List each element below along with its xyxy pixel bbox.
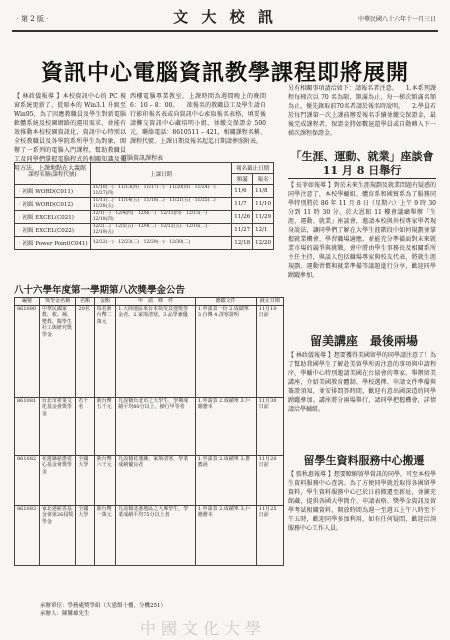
course-table-title: 電腦資訊課程表 (120, 155, 163, 162)
table-header: 截止日期 (256, 298, 283, 306)
article-column-6: 【 張秋惠報導 】想要瞭解留學資訊的同學，可至本校學生資料服務中心查詢。為了方便同學就近取得各國留學資料，學生資料服務中心已於日前搬遷至新址，並擴充館藏，提供各國大學簡介、申請表格、獎學金資訊及留學考試相關資料，開放時間為週一至週五上午八時至下午五時，歡迎同學多加利用，如有任何疑問，歡迎洽詢服務中心工作人員。 (288, 471, 436, 532)
table-row: 861080 中華民國家教、救、補、整教、醫學生社工與研究獎學金 20名 每名新台幣二萬元 1.大陸地區來台未領受其他獎學金者。2.家境清寒。3.品學兼優 1.申請表一份 2.成績單 3.自傳 4.清寒證明 11月10日前 (15, 305, 284, 397)
table-header: 名額 (76, 298, 94, 306)
table-header: 報名 (253, 174, 274, 185)
table-row: ‧初級 EXCEL(C022) 12/2(二)‧12/5(五)‧12/9(二)‧12/12(五)‧12/16(二)‧12/19(五) 11/27 12/1 (15, 224, 274, 237)
table-row: ‧初級 Power Point(C041) 12/22(一)‧12/23(二)‧12/29(一)‧12/30(二) 12/18 12/20 (15, 237, 274, 250)
scholarship-table (14, 297, 284, 566)
table-header: 申 請 條 件 (116, 298, 196, 306)
article-column-5: 【 林政儀報導 】想要獲得美國留學的同學請注意了！為了幫助我國學生了解赴美留學所需注意的事項與申請程序，學輔中心特別邀請美國在台協會的專家，舉辦留美講座，介紹美國教育體制、學校選擇、申請文件準備與簽證須知，並安排問答時間，歡迎有意出國深造的同學踴躍參加。講座將分兩場舉行，請同學把握機會，詳情請洽學輔組。 (288, 352, 436, 413)
table-header: 應繳文件 (195, 298, 256, 306)
table-header: 金額 (94, 298, 116, 306)
course-table (14, 162, 274, 250)
footer-line-1: 承辦單位：學務處獎學組（大恩館十樓，分機251） (40, 603, 166, 609)
table-header: 獎學金名稱 (39, 298, 76, 306)
page-number: ‧第 2 版‧ (14, 15, 51, 23)
table-row: 861081 台北市產業文化基金會獎學金 若干名 新台幣五千元 凡設籍台北市之大學生，學期成績平均80分以上，操行甲等者 1.申請表 2.成績單 3.戶籍謄本 11月30日前 (15, 397, 284, 455)
side-headline-relocation: 留學生資料服務中心搬遷 (303, 454, 425, 467)
footer-line-2: 承辦人：陳鸞雄先生 (40, 611, 90, 617)
scholarship-title: 八十六學年度第一學期第八次獎學金公告 (14, 285, 186, 296)
side-headline-forum: 「生涯、運動、就業」座談會 11 月 8 日舉行 (288, 150, 436, 179)
watermark: 中國文化大學 (140, 619, 267, 638)
table-header: 報名截止日期 (232, 163, 274, 174)
table-row: 861083 家北港慈善基金會第26屆獎學金 全國大學 新台幣一萬元 凡設籍北港地區之大專學生，學業成績平均75分以上者 1.申請表 2.成績單 3.戶籍謄本 11月25日前 (15, 505, 284, 565)
table-row: 861082 花蓮縣慈惠愛心基金會獎學金 全國大學 新台幣六千元 凡設籍花蓮縣，家境清寒，學業成績優良者 1.申請表 2.成績單 3.推薦函 11月20日前 (15, 455, 284, 505)
table-header: 額滿 (232, 174, 253, 185)
table-row: ‧初級 EXCEL(C021) 12/1(一)‧12/4(四)‧12/8(一)‧12/11(四)‧12/15(一)‧12/18(四) 11/26 11/29 (15, 211, 274, 224)
table-row: ‧初級 WORD(C012) 11/11(二)‧11/14(五)‧11/18(二)‧11/21(五)‧11/25(二)‧11/28(五) 11/7 11/10 (15, 198, 274, 211)
table-header: 課程名稱(課程代號) (15, 163, 91, 185)
main-headline: 資訊中心電腦資訊教學課程即將展開 (40, 60, 409, 86)
article-column-3: 另有相關事項請洽如下：請報名者注意。 1.本系列課程每梯次以 70 名為限，額滿為止，每一梯次額滿名額為止，優先錄取前70名者請於報名時說明。 2.學員若於每門課第一次上課前辦妥報名手續並繳交保證金，最後完成課程者，保證金將如數退還學員或自動轉入下一梯次課程保證金。 (288, 85, 436, 137)
article-column-2: 西樓電腦專業教室，上課時間為週間晚上的晚間 6：10 – 8：00。 欲報名的教職員工及學生請自行影印報名表或向資訊中心索取報名表格，填妥後請擲交資訊中心藏培明小姐，並繳交保證金 500 元，聯絡電話：8610511 – 421，相關課程名稱、課程代號、上課日期及報名起迄日期請參照附表。 (130, 93, 266, 145)
article-column-1: 【 林政儀報導 】本校資訊中心的 PC 視窗系統更新了，從原本的 Win3.1 升級至 Win95，為了因應教職員及學生對新電腦軟體系統及校園網路的運用需求，並能有效推動本校校園資訊化，資訊中心特別以全校教職員及各學院系所學生為對象，開辦了一系列的電腦入門課程，幫助教職員工及同學們掌握電腦程式的相關知識及使用方法，上課地點在大義館 (14, 93, 126, 172)
issue-date: 中華民國八十六年十一月三日 (357, 16, 436, 23)
masthead (12, 4, 438, 32)
side-headline-lecture: 留美講座 最後兩場 (309, 334, 418, 348)
table-row: ‧初級 WORD(C011) 11/10(一)‧11/13(四)‧11/17(一)‧11/20(四)‧11/24(一)‧11/27(四) 11/6 11/8 (15, 185, 274, 198)
table-header: 編號 (15, 298, 40, 306)
article-column-4: 【 長菲如報導 】對於未來生涯規劃及就業問題有疑惑的同學注意了，本校學輔組、體育系和國貿系為了服務同學特別將於 86 年 11 月 8 日（星期六）上午 9 時 30 分到 11 時 30 分，於大恩館 11 樓會議廳舉辦「生涯、運動、就業」座談會，邀請本校與外校專家學者現身說法，讓同學們了解在大學生涯階段中如何規劃並掌握就業機會、學習職場適應，並能充分準備面對未來就業市場的競爭與挑戰。會中將由學生事務長及相關系所主任主持，與談人包括職場專家與校友代表，將就生涯規劃、運動習慣與就業準備等議題進行分享，歡迎同學踴躍參加。 (288, 182, 436, 279)
table-header: 上課日期 (90, 163, 232, 185)
paper-title: 文 大 校 訊 (173, 8, 277, 26)
